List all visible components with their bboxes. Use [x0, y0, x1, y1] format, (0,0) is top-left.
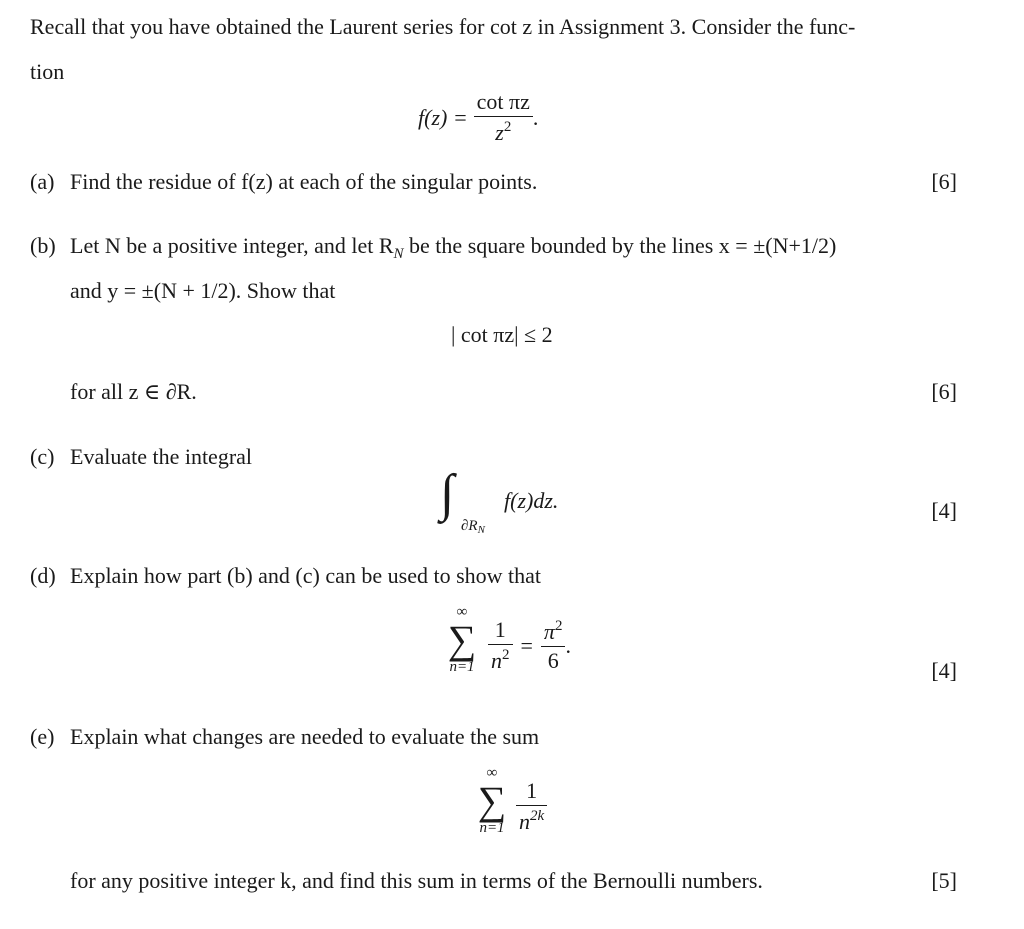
part-e-label: (e)	[30, 724, 55, 749]
integral-limit: $\partial R_N$	[461, 518, 485, 536]
part-b-line-1: Let N be a positive integer, and let $R_N$ be the square bounded by the lines x = ±(N+1/2)	[70, 233, 837, 262]
part-a-text: Find the residue of f(z) at each of the singular points.	[70, 169, 538, 194]
formula-f-tail: .	[532, 104, 539, 130]
formula-f-denominator: z	[495, 120, 504, 146]
sum-e-upper: ∞	[486, 765, 498, 781]
sum-e-lower: n=1	[479, 820, 505, 836]
part-c-marks: [4]	[931, 498, 957, 523]
part-e-marks: [5]	[931, 868, 957, 893]
formula-f-lhs: f(z) =	[418, 104, 468, 130]
part-d-text: Explain how part (b) and (c) can be used to show that	[70, 563, 542, 588]
formula-f-numerator: cot πz	[476, 89, 530, 114]
sum-d-upper: ∞	[456, 604, 468, 620]
sum-d-rhs: $\frac{\pi^2}{6}$	[541, 618, 566, 673]
part-c-text: Evaluate the integral	[70, 444, 253, 469]
sum-d-fraction: $\frac{1}{n^2}$	[488, 618, 513, 673]
intro-line-1: Recall that you have obtained the Laurent series for cot z in Assignment 3. Consider the func-	[30, 14, 856, 39]
part-e-line-2: for any positive integer k, and find this sum in terms of the Bernoulli numbers.	[70, 868, 763, 893]
sum-d	[440, 605, 484, 675]
sum-e-expression	[516, 779, 547, 834]
formula-f-fraction	[474, 90, 533, 145]
formula-f	[418, 90, 538, 145]
sum-e-fraction: $\frac{1}{n^{2k}}$	[516, 779, 547, 834]
part-b-label: (b)	[30, 233, 56, 258]
integrand: f(z)dz.	[504, 488, 559, 513]
formula-f-exponent: 2	[503, 119, 512, 136]
intro-line-2: tion	[30, 59, 65, 84]
part-e-text: Explain what changes are needed to evaluate the sum	[70, 724, 540, 749]
sum-e-sign: ∑	[477, 778, 507, 823]
part-b-line-3: for all z ∈ ∂R.	[70, 379, 197, 404]
part-c-label: (c)	[30, 444, 55, 469]
part-d-label: (d)	[30, 563, 56, 588]
part-a-marks: [6]	[931, 169, 957, 194]
part-b-formula: | cot πz| ≤ 2	[451, 322, 553, 347]
part-a-label: (a)	[30, 169, 55, 194]
sum-e	[470, 766, 514, 836]
integral-sign: ∫	[440, 465, 455, 522]
part-b-line-2: and y = ±(N + 1/2). Show that	[70, 278, 336, 303]
sum-d-sign: ∑	[447, 617, 477, 662]
part-d-marks: [4]	[931, 658, 957, 683]
sum-d-lower: n=1	[449, 659, 475, 675]
part-b-marks: [6]	[931, 379, 957, 404]
sum-d-expression: $\frac{1}{n^2}$ = $\frac{\pi^2}{6}$ .	[488, 618, 571, 673]
